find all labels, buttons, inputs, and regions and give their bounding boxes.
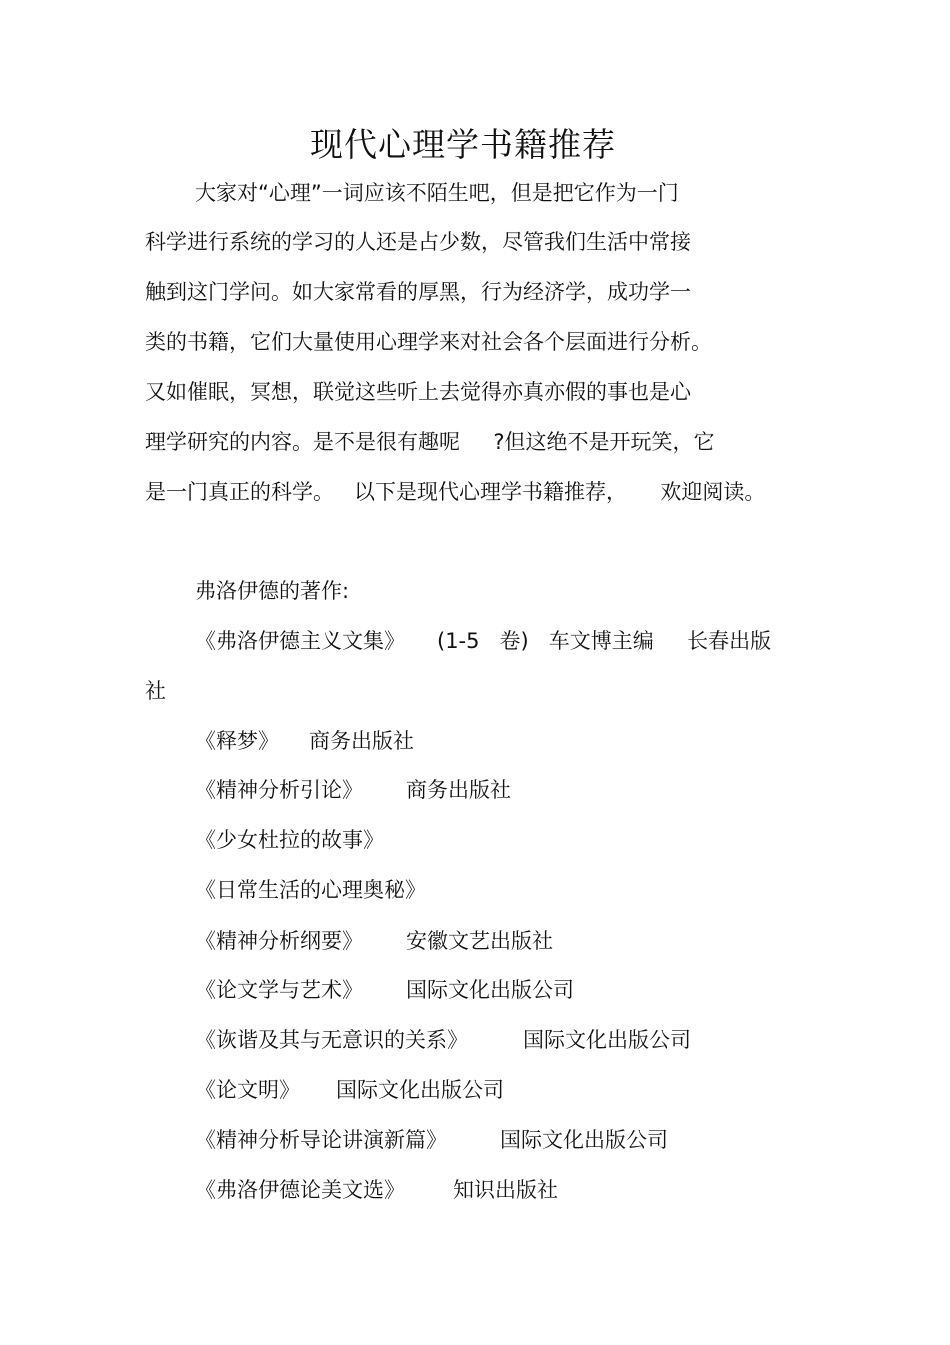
book-item bbox=[195, 1075, 504, 1105]
document-title: 现代心理学书籍推荐 bbox=[310, 125, 616, 164]
book-title: 《释梦》 bbox=[195, 729, 279, 753]
intro-line: 又如催眠，冥想，联觉这些听上去觉得亦真亦假的事也是心 bbox=[145, 380, 691, 404]
book-title: 《日常生活的心理奥秘》 bbox=[195, 878, 426, 902]
book-publisher: 国际文化出版公司 bbox=[406, 978, 574, 1002]
intro-line: 是一门真正的科学。 以下是现代心理学书籍推荐， 欢迎阅读。 bbox=[145, 480, 766, 504]
book-publisher: 国际文化出版公司 bbox=[500, 1128, 668, 1152]
section-heading: 弗洛伊德的著作: bbox=[195, 579, 350, 603]
book-item bbox=[195, 825, 384, 855]
intro-line: 大家对“心理”一词应该不陌生吧，但是把它作为一门 bbox=[195, 181, 679, 205]
book-title: 《少女杜拉的故事》 bbox=[195, 828, 384, 852]
intro-line: 类的书籍，它们大量使用心理学来对社会各个层面进行分析。 bbox=[145, 330, 712, 354]
book-item bbox=[195, 975, 574, 1005]
book-title: 《精神分析引论》 bbox=[195, 778, 363, 802]
book-title: 《论文明》 bbox=[195, 1078, 300, 1102]
book-publisher: 知识出版社 bbox=[453, 1178, 558, 1202]
book-item bbox=[195, 726, 414, 756]
book-title: 《论文学与艺术》 bbox=[195, 978, 363, 1002]
book-item bbox=[195, 1125, 668, 1155]
book-item-continued bbox=[145, 676, 166, 706]
book-title: 《弗洛伊德主义文集》 bbox=[195, 629, 405, 653]
book-publisher: 安徽文艺出版社 bbox=[406, 929, 553, 953]
book-item bbox=[195, 1025, 691, 1055]
book-item bbox=[195, 875, 426, 905]
book-detail-continued: 社 bbox=[145, 679, 166, 703]
book-item bbox=[195, 926, 553, 956]
book-publisher: 国际文化出版公司 bbox=[523, 1028, 691, 1052]
intro-line: 理学研究的内容。是不是很有趣呢 ?但这绝不是开玩笑，它 bbox=[145, 430, 715, 454]
book-item bbox=[195, 626, 771, 656]
book-title: 《精神分析纲要》 bbox=[195, 929, 363, 953]
intro-line: 科学进行系统的学习的人还是占少数，尽管我们生活中常接 bbox=[145, 230, 691, 254]
book-detail: (1-5 卷) 车文博主编 长春出版 bbox=[437, 629, 772, 653]
book-title: 《精神分析导论讲演新篇》 bbox=[195, 1128, 447, 1152]
book-title: 《诙谐及其与无意识的关系》 bbox=[195, 1028, 468, 1052]
intro-line: 触到这门学问。如大家常看的厚黑，行为经济学，成功学一 bbox=[145, 280, 691, 304]
book-item bbox=[195, 1175, 558, 1205]
book-publisher: 国际文化出版公司 bbox=[336, 1078, 504, 1102]
book-publisher: 商务出版社 bbox=[309, 729, 414, 753]
book-publisher: 商务出版社 bbox=[406, 778, 511, 802]
book-item bbox=[195, 775, 511, 805]
book-title: 《弗洛伊德论美文选》 bbox=[195, 1178, 405, 1202]
